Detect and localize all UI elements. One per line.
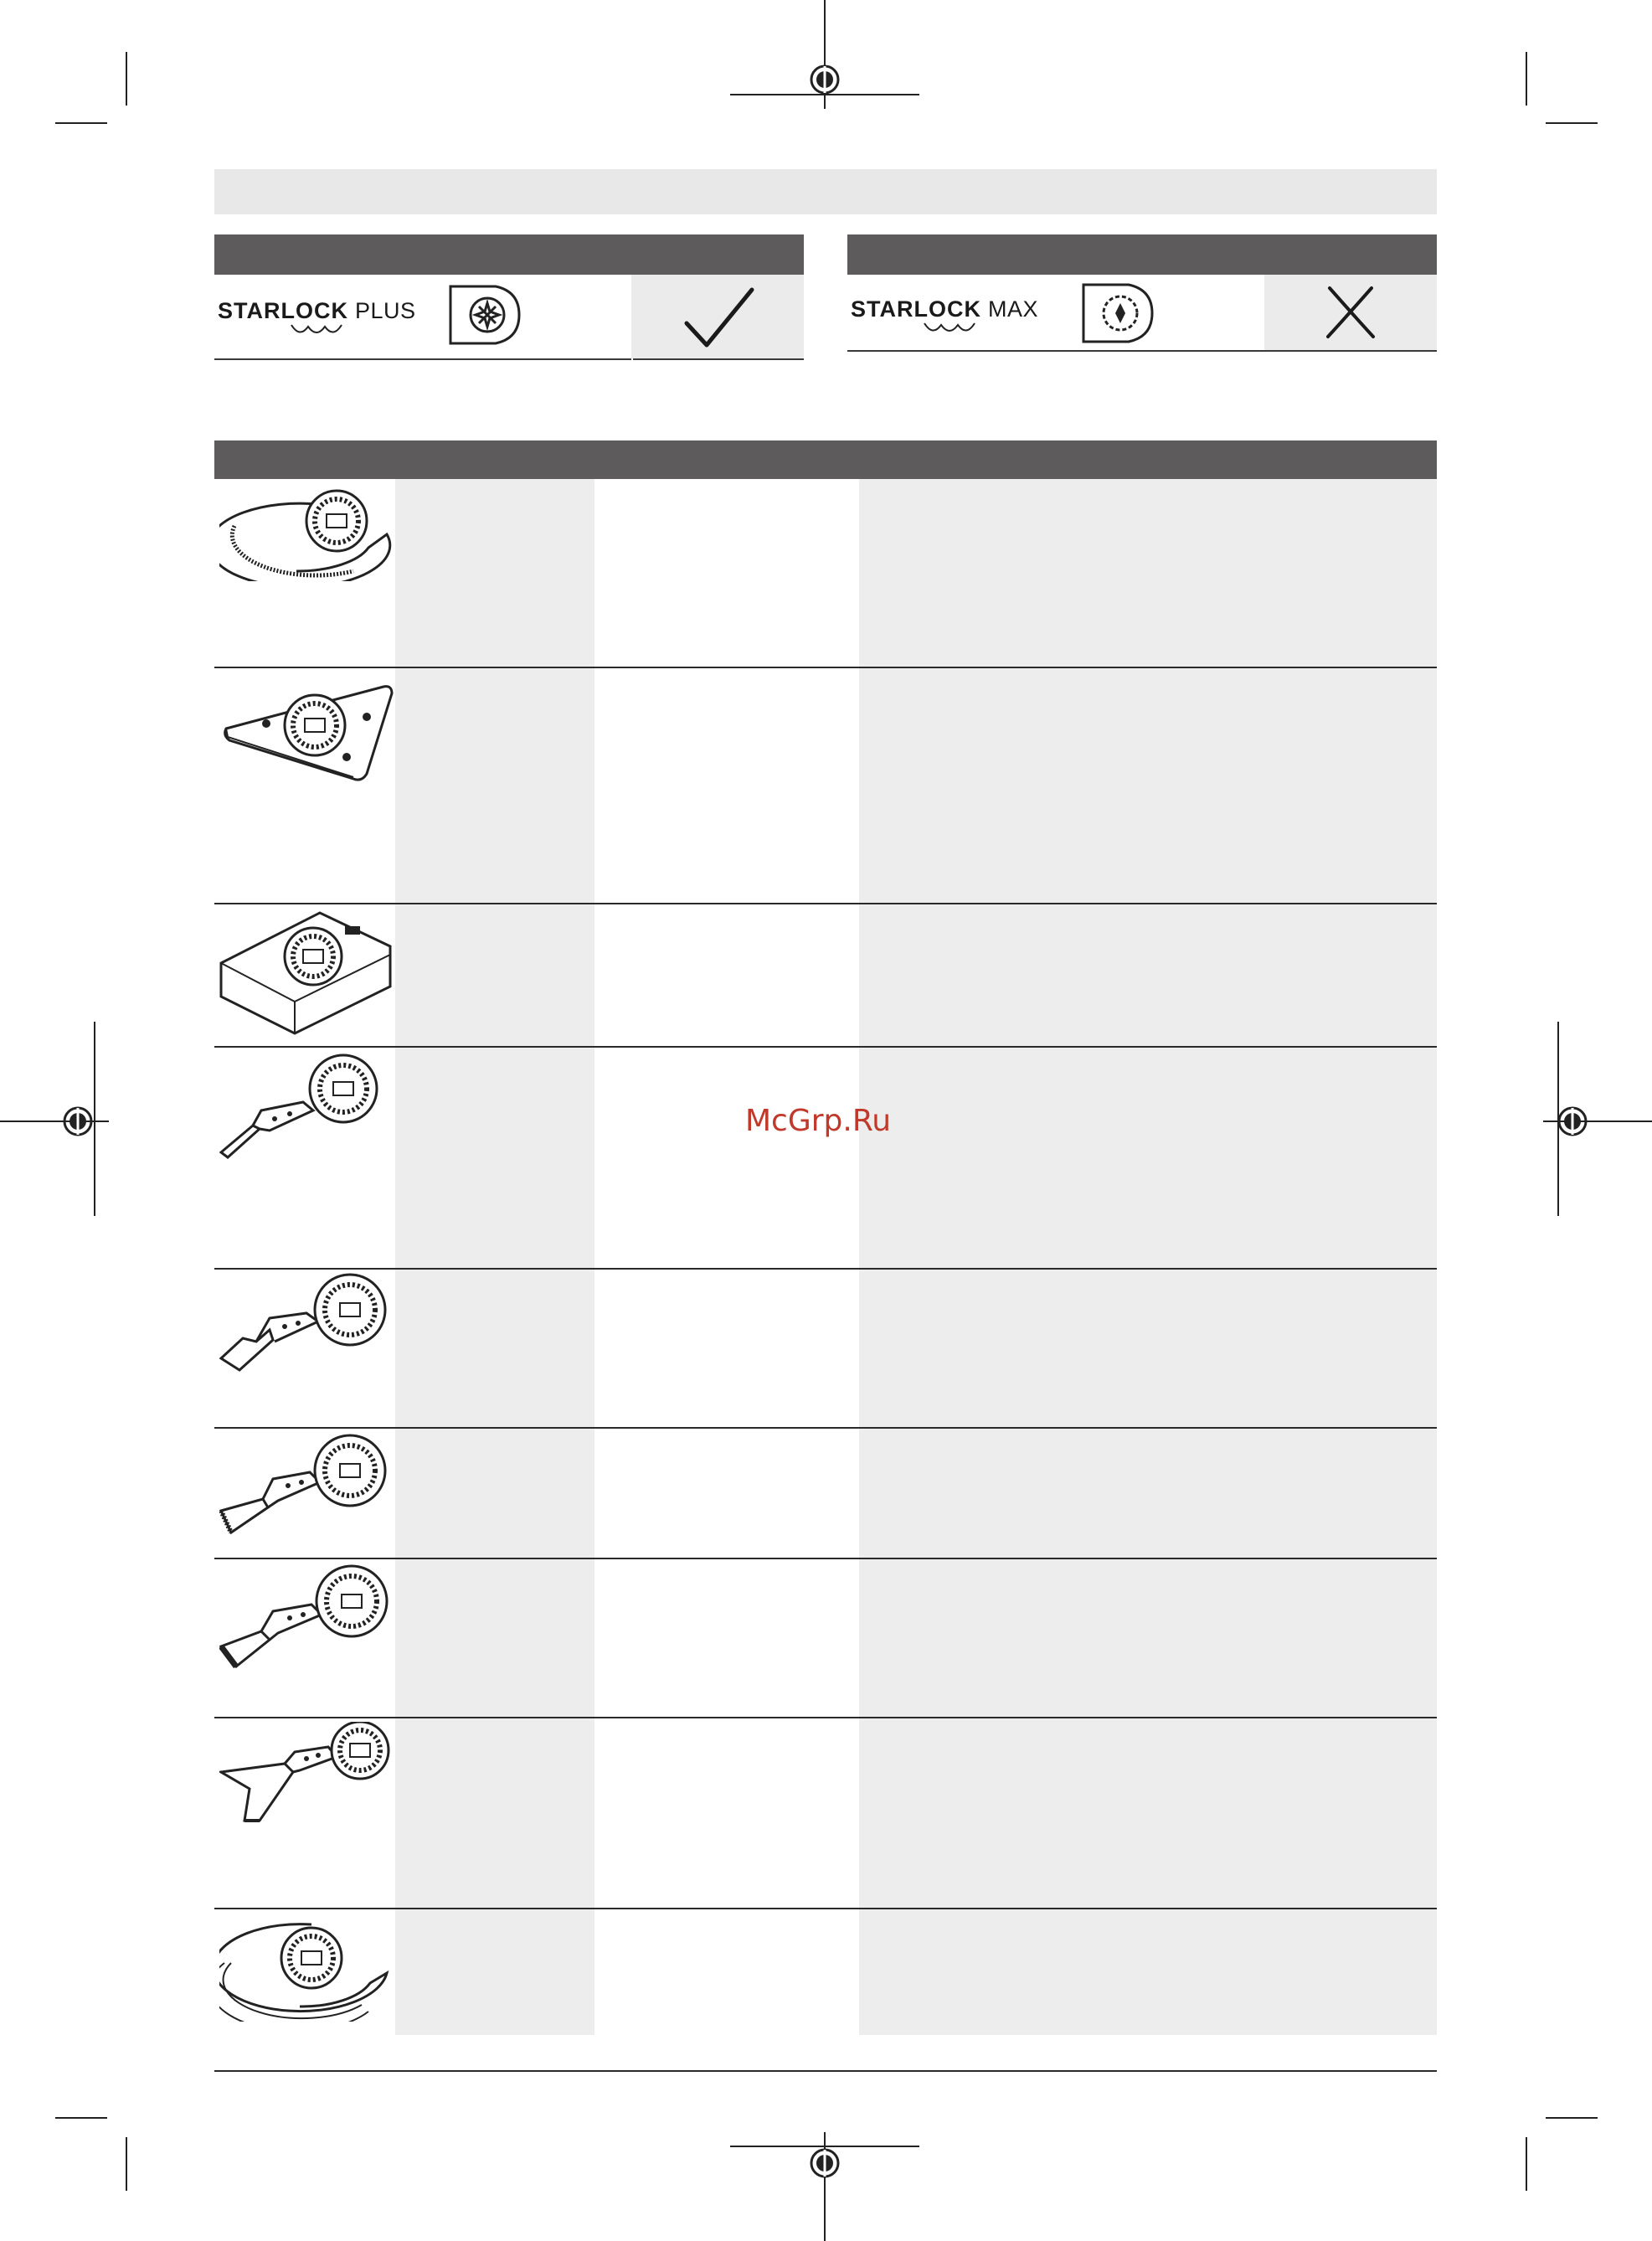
plunge-cut-blade-narrow-icon [219,1052,395,1164]
row-separator [214,1717,1437,1718]
row-separator [214,1558,1437,1559]
registration-mark-top [808,63,841,96]
diamond-segment-blade-icon [219,1913,395,2022]
registration-mark-bottom [808,2146,841,2180]
starlock-max-interface-icon [1078,280,1159,347]
compat-left-row [214,275,804,360]
delta-sanding-plate-icon [219,675,395,784]
compat-right-row [847,275,1437,352]
row-separator [214,903,1437,904]
starlock-logo-gear-icon [266,323,375,342]
compat-left-header-bar [214,234,804,275]
starlock-max-logo: STARLOCK MAX [851,296,1039,322]
check-icon [682,285,757,352]
starlock-plus-logo: STARLOCK PLUS [218,298,416,323]
row-separator [214,1908,1437,1909]
flat-scraper-blade-icon [219,1722,395,1831]
compat-right-mark-cell [1264,275,1437,350]
compat-left-rule [214,358,631,360]
registration-mark-right [1556,1105,1589,1138]
row-separator [214,1268,1437,1270]
cross-icon [1321,283,1380,342]
page-header-bar [214,169,1437,214]
compat-left-mark-cell [631,275,804,358]
registration-mark-left [61,1105,95,1138]
watermark: McGrp.Ru [745,1104,892,1138]
segment-saw-blade-icon [219,484,395,581]
compat-right-rule [847,350,1437,352]
scraper-blade-icon [219,908,395,1042]
row-separator [214,1427,1437,1429]
plunge-cut-blade-toothed-icon [219,1432,395,1536]
compat-right-header-bar [847,234,1437,275]
plunge-cut-blade-icon [219,1271,395,1378]
accessory-table-column-2 [395,479,594,2037]
starlock-logo-gear-icon [899,322,1008,340]
compat-left-mark-rule [633,358,804,360]
row-separator [214,1046,1437,1048]
plunge-cut-blade-wide-icon [219,1563,395,1672]
accessory-table-column-4 [859,479,1437,2037]
starlock-plus-interface-icon [445,281,526,348]
row-separator [214,667,1437,668]
accessory-table-header [214,440,1437,479]
table-bottom-rule [214,2070,1437,2072]
